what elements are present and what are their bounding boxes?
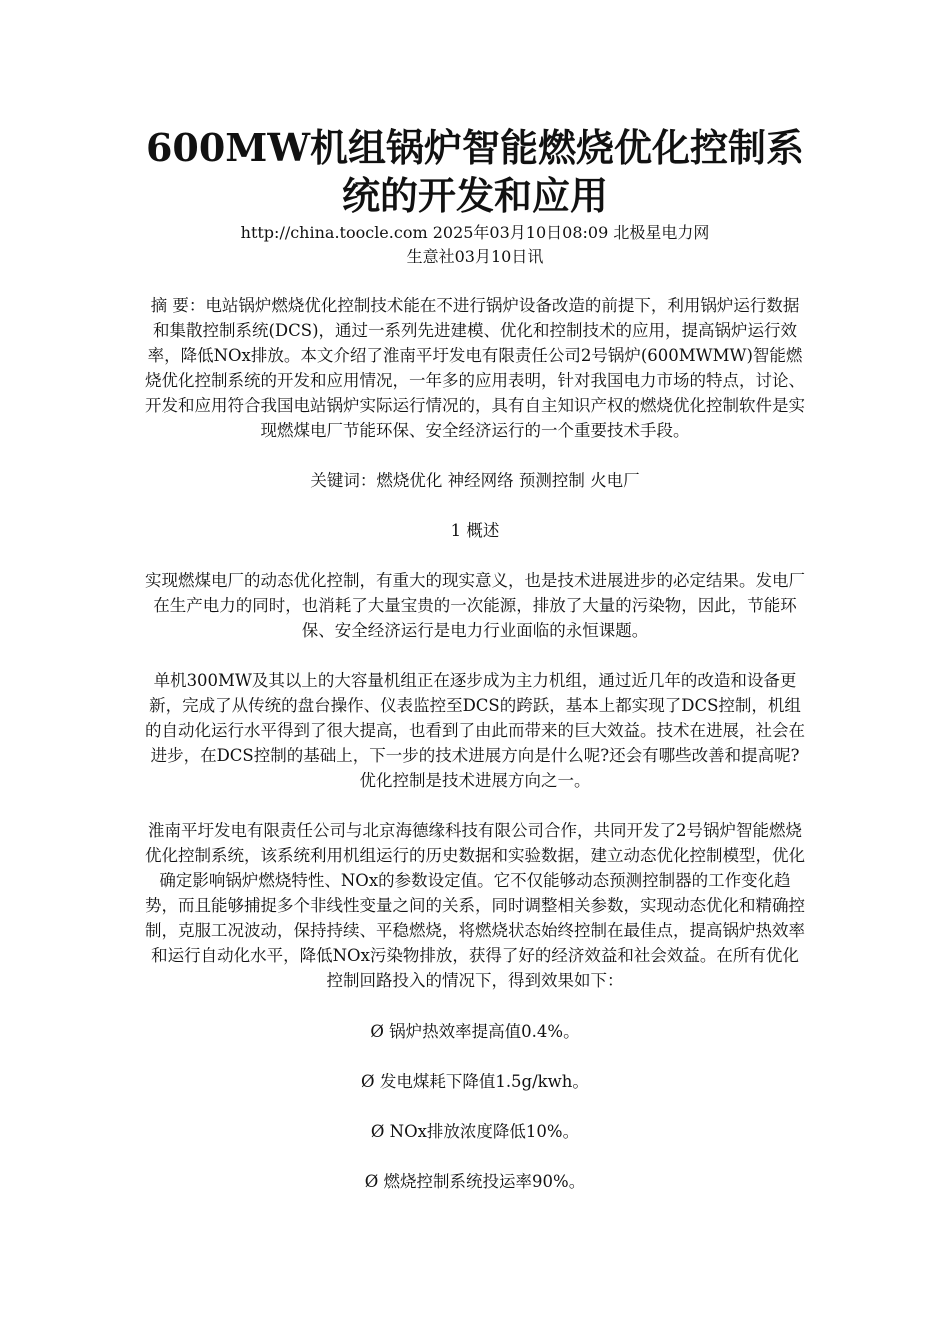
paragraph: 单机300MW及其以上的大容量机组正在逐步成为主力机组，通过近几年的改造和设备更新，完成了从传统的盘台操作、仪表监控至DCS的跨跃，基本上都实现了DCS控制，机组的自动化运行水平得到了很大提高，也看到了由此而带来的巨大效益。技术在进展，社会在进步，在DCS控制的基础上，下一步的技术进展方向是什么呢?还会有哪些改善和提高呢?优化控制是技术进展方向之一。 (145, 671, 805, 790)
dateline: 生意社03月10日讯 (406, 247, 544, 266)
article-title: 600MW机组锅炉智能燃烧优化控制系统的开发和应用 (145, 125, 805, 218)
result-bullet: Ø 锅炉热效率提高值0.4%。 (370, 1022, 580, 1041)
abstract: 摘 要：电站锅炉燃烧优化控制技术能在不进行锅炉设备改造的前提下，利用锅炉运行数据和集散控制系统(DCS)，通过一系列先进建模、优化和控制技术的应用，提高锅炉运行效率，降低NOx排放。本文介绍了淮南平圩发电有限责任公司2号锅炉(600MWMW)智能燃烧优化控制系统的开发和应用情况，一年多的应用表明，针对我国电力市场的特点，讨论、开发和应用符合我国电站锅炉实际运行情况的，具有自主知识产权的燃烧优化控制软件是实现燃煤电厂节能环保、安全经济运行的一个重要技术手段。 (145, 296, 805, 440)
paragraph: 实现燃煤电厂的动态优化控制，有重大的现实意义，也是技术进展进步的必定结果。发电厂在生产电力的同时，也消耗了大量宝贵的一次能源，排放了大量的污染物，因此，节能环保、安全经济运行是电力行业面临的永恒课题。 (145, 571, 805, 640)
paragraph: 淮南平圩发电有限责任公司与北京海德缘科技有限公司合作，共同开发了2号锅炉智能燃烧优化控制系统，该系统利用机组运行的历史数据和实验数据，建立动态优化控制模型，优化确定影响锅炉燃烧特性、NOx的参数设定值。它不仅能够动态预测控制器的工作变化趋势，而且能够捕捉多个非线性变量之间的关系，同时调整相关参数，实现动态优化和精确控制，克服工况波动，保持持续、平稳燃烧，将燃烧状态始终控制在最佳点，提高锅炉热效率和运行自动化水平，降低NOx污染物排放，获得了好的经济效益和社会效益。在所有优化控制回路投入的情况下，得到效果如下： (145, 821, 805, 990)
keywords: 关键词：燃烧优化 神经网络 预测控制 火电厂 (310, 471, 640, 490)
source-line: http://china.toocle.com 2025年03月10日08:09 北极星电力网 (240, 223, 710, 242)
result-bullet: Ø 发电煤耗下降值1.5g/kwh。 (361, 1072, 589, 1091)
result-bullet: Ø 燃烧控制系统投运率90%。 (364, 1172, 586, 1191)
result-bullet: Ø NOx排放浓度降低10%。 (370, 1122, 580, 1141)
section-heading: 1 概述 (450, 521, 500, 540)
article (145, 0, 805, 1194)
